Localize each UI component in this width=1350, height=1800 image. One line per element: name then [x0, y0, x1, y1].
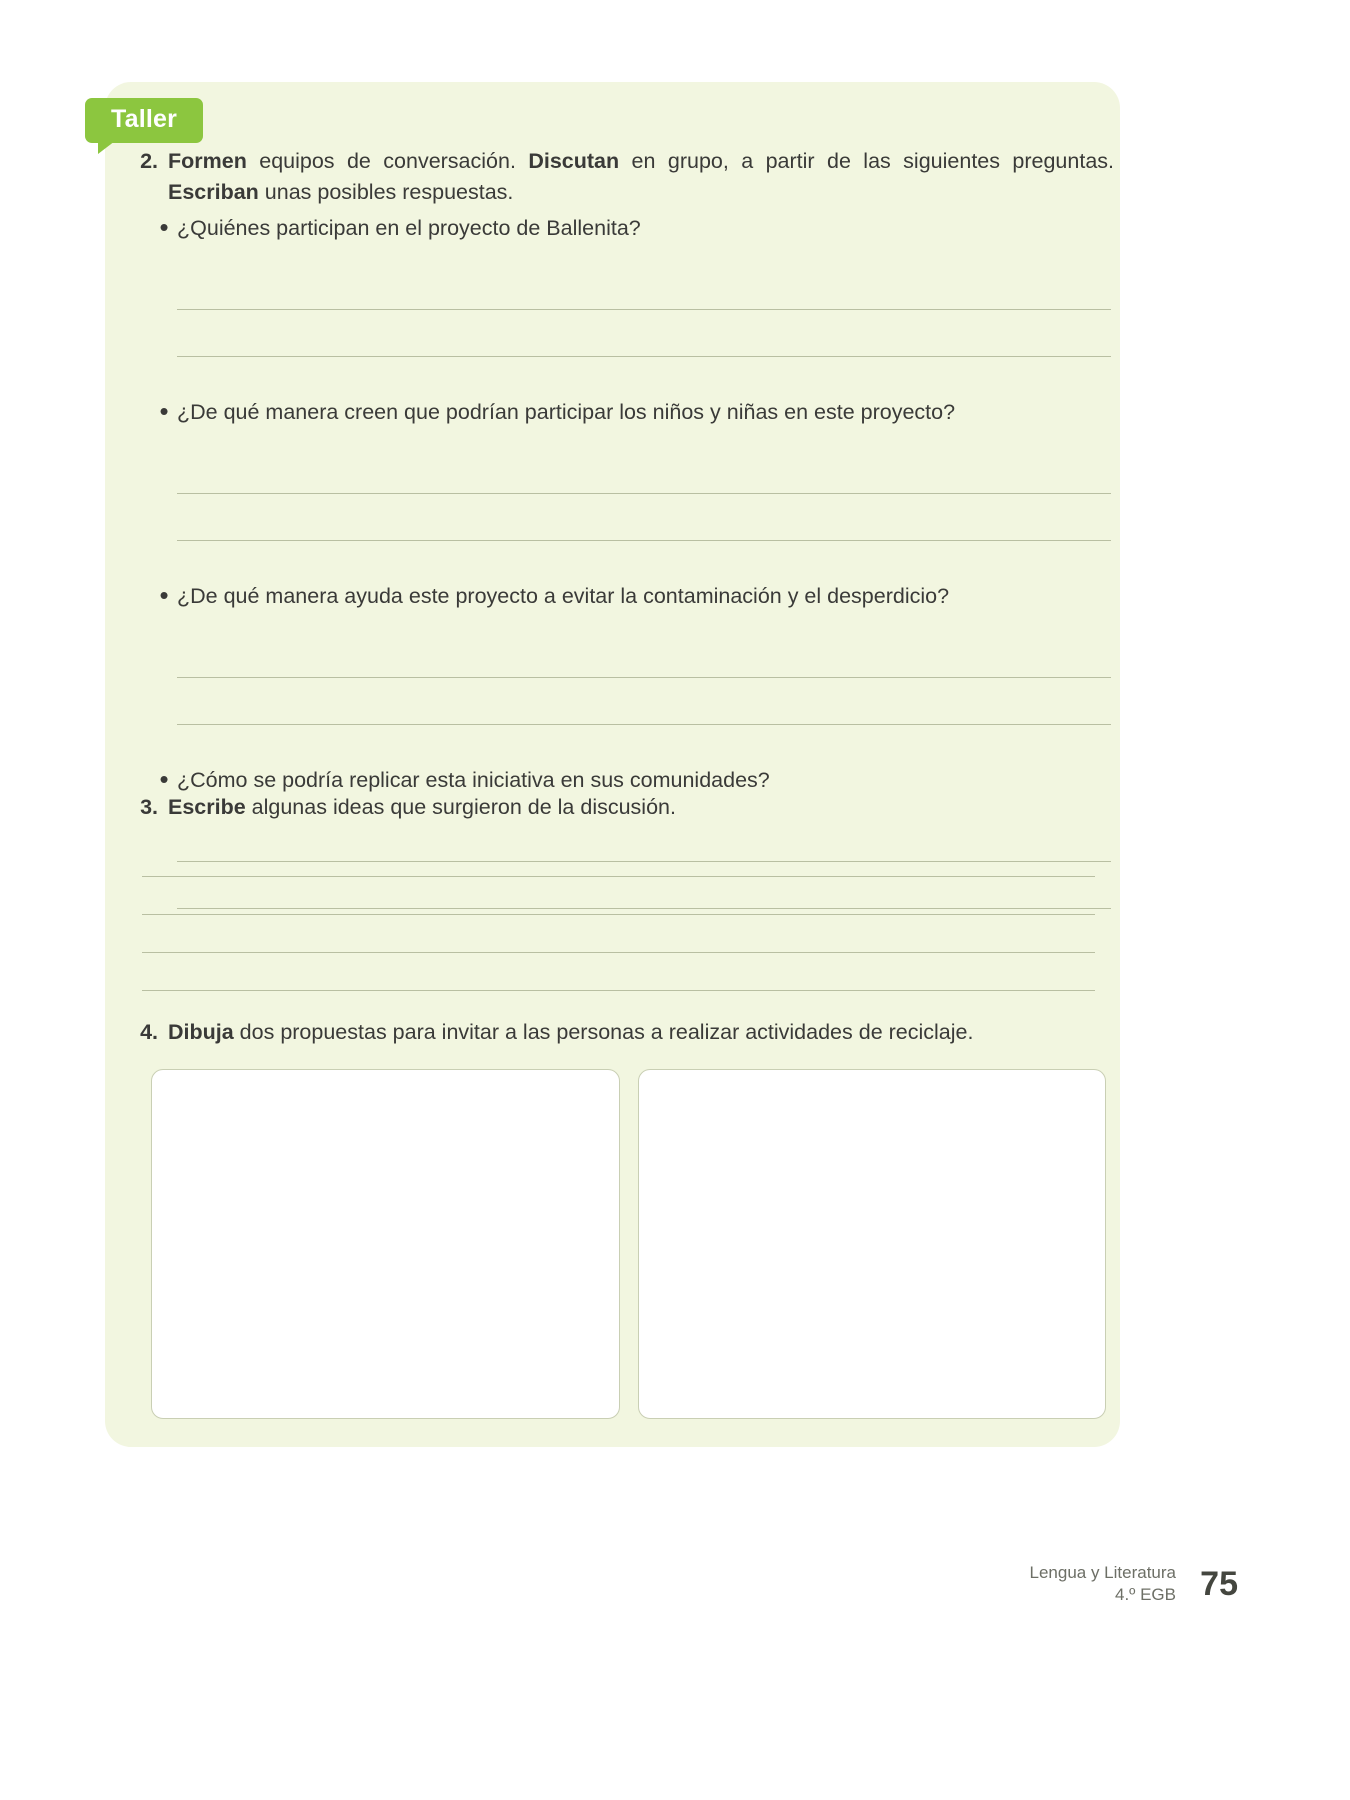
spacer — [151, 357, 1111, 397]
section-tag-tail — [98, 141, 115, 154]
footer-book-info — [1030, 1562, 1177, 1606]
answer-line[interactable] — [177, 678, 1111, 725]
answer-line[interactable] — [177, 310, 1111, 357]
page-number: 75 — [1200, 1565, 1238, 1603]
activity-4-text: dos propuestas para invitar a las personas a realizar actividades de reciclaje. — [233, 1020, 974, 1044]
question-4-text: ¿Cómo se podría replicar esta iniciativa en sus comunidades? — [177, 768, 770, 792]
answer-lines-1 — [177, 263, 1111, 357]
activity-3-instruction — [168, 792, 1114, 823]
answer-lines-2 — [177, 447, 1111, 541]
activity-2 — [114, 146, 1114, 208]
activity-3-number: 3. — [140, 795, 158, 819]
answer-line[interactable] — [177, 447, 1111, 494]
question-2-text: ¿De qué manera creen que podrían participar los niños y niñas en este proyecto? — [177, 400, 956, 424]
question-3-row — [151, 581, 1111, 611]
page-footer — [1029, 1563, 1238, 1604]
question-2-row — [151, 397, 1111, 427]
answer-line[interactable] — [177, 263, 1111, 310]
bullet-dot-icon: • — [159, 396, 169, 426]
activity-4-drawing-area — [151, 1069, 1106, 1419]
activity-2-text-1: equipos de conversación. — [246, 149, 529, 173]
activity-4 — [114, 1017, 1114, 1048]
spacer — [151, 541, 1111, 581]
section-tag-taller — [85, 98, 203, 143]
bullet-dot-icon: • — [159, 580, 169, 610]
question-1-row — [151, 213, 1111, 243]
activity-2-instruction — [168, 146, 1114, 208]
answer-line[interactable] — [142, 877, 1095, 915]
question-4-row — [151, 765, 1111, 795]
activity-3-bold: Escribe — [168, 795, 246, 819]
answer-line[interactable] — [142, 915, 1095, 953]
bullet-dot-icon: • — [159, 212, 169, 242]
drawing-box-1[interactable] — [151, 1069, 620, 1419]
footer-subject: Lengua y Literatura — [1029, 1563, 1176, 1582]
activity-2-text-2: en grupo, a partir de las siguientes preguntas. — [619, 149, 1114, 173]
activity-2-bold-1: Formen — [168, 149, 247, 173]
activity-4-bold: Dibuja — [168, 1020, 234, 1044]
activity-2-text-3: unas posibles respuestas. — [258, 180, 514, 204]
answer-line[interactable] — [142, 953, 1095, 991]
answer-lines-3 — [177, 631, 1111, 725]
question-item-1 — [151, 213, 1111, 357]
activity-2-bold-2: Discutan — [528, 149, 620, 173]
activity-3-text: algunas ideas que surgieron de la discusión. — [245, 795, 676, 819]
bullet-dot-icon: • — [159, 764, 169, 794]
activity-3-answer-lines — [142, 839, 1095, 991]
answer-line[interactable] — [142, 839, 1095, 877]
drawing-box-2[interactable] — [638, 1069, 1107, 1419]
section-tag-label: Taller — [111, 105, 178, 133]
question-3-text: ¿De qué manera ayuda este proyecto a evitar la contaminación y el desperdicio? — [177, 584, 950, 608]
answer-line[interactable] — [177, 494, 1111, 541]
activity-4-instruction — [168, 1017, 1114, 1048]
activity-2-bold-3: Escriban — [168, 180, 259, 204]
activity-3 — [114, 792, 1114, 823]
question-item-2 — [151, 397, 1111, 541]
question-1-text: ¿Quiénes participan en el proyecto de Ballenita? — [177, 216, 641, 240]
question-item-3 — [151, 581, 1111, 725]
activity-2-number: 2. — [140, 149, 158, 173]
answer-line[interactable] — [177, 631, 1111, 678]
footer-grade: 4.º EGB — [1114, 1585, 1176, 1604]
activity-4-number: 4. — [140, 1020, 158, 1044]
spacer — [151, 725, 1111, 765]
